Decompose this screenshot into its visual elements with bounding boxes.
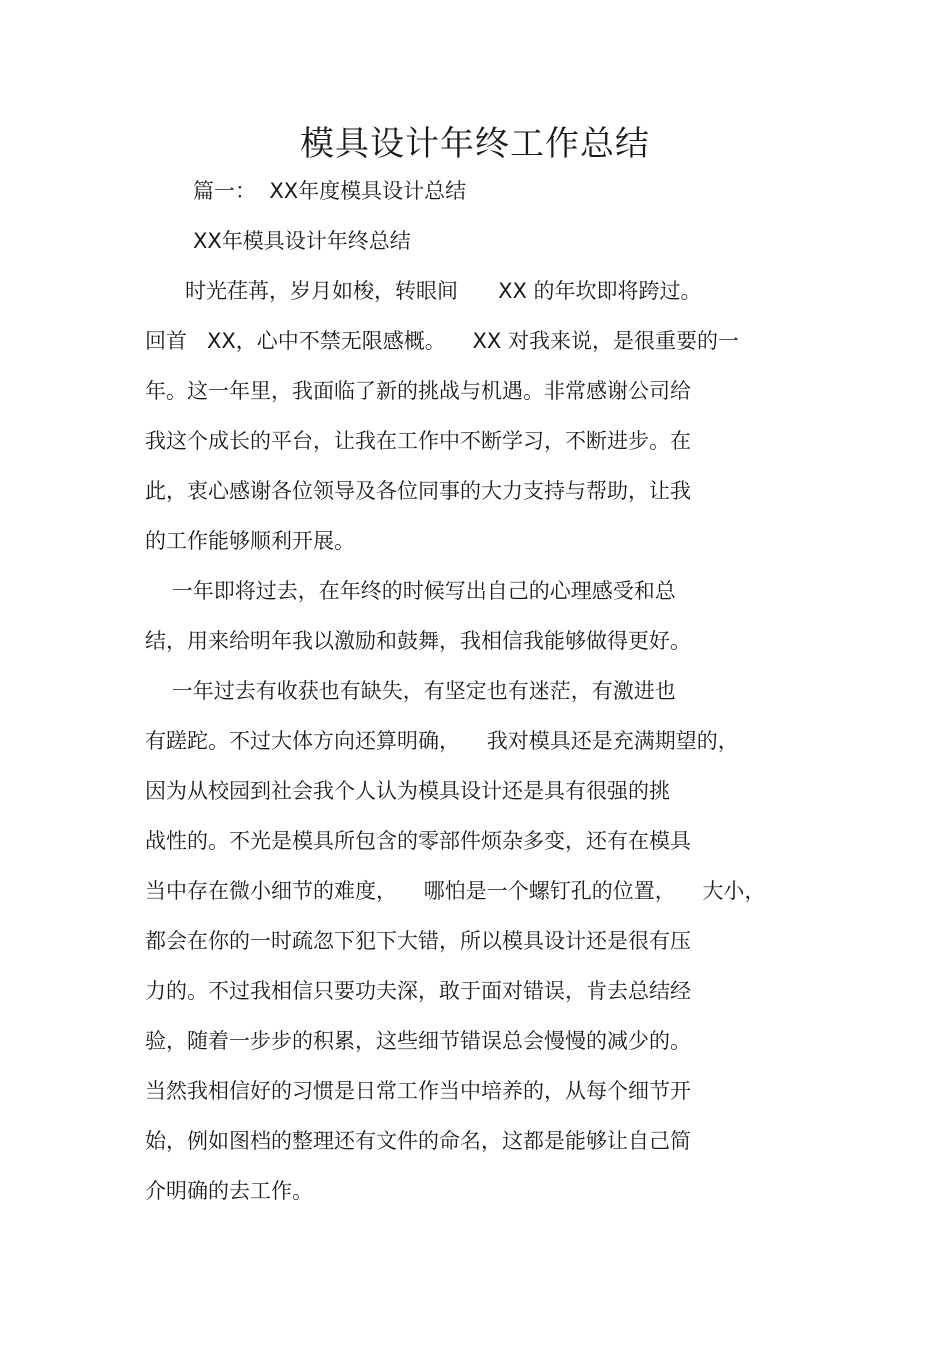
body-line: 有蹉跎。不过大体方向还算明确， 我对模具还是充满期望的，: [145, 729, 739, 753]
body-line: 当然我相信好的习惯是日常工作当中培养的，从每个细节开: [145, 1079, 691, 1103]
document-subtitle: XX年模具设计年终总结: [193, 229, 411, 253]
document-title: 模具设计年终工作总结: [300, 124, 650, 164]
body-line: 回首 XX，心中不禁无限感概。 XX 对我来说，是很重要的一: [145, 329, 739, 353]
body-line: 介明确的去工作。: [145, 1179, 313, 1203]
body-line: 结，用来给明年我以激励和鼓舞，我相信我能够做得更好。: [145, 629, 691, 653]
body-line: 年。这一年里，我面临了新的挑战与机遇。非常感谢公司给: [145, 379, 691, 403]
body-line: 当中存在微小细节的难度， 哪怕是一个螺钉孔的位置， 大小，: [145, 879, 766, 903]
body-line: 时光荏苒，岁月如梭，转眼间 XX 的年坎即将跨过。: [145, 279, 702, 303]
section-heading: 篇一： XX年度模具设计总结: [193, 179, 467, 203]
body-line: 验，随着一步步的积累，这些细节错误总会慢慢的减少的。: [145, 1029, 691, 1053]
body-line: 因为从校园到社会我个人认为模具设计还是具有很强的挑: [145, 779, 670, 803]
body-line: 此，衷心感谢各位领导及各位同事的大力支持与帮助，让我: [145, 479, 691, 503]
body-line: 我这个成长的平台，让我在工作中不断学习，不断进步。在: [145, 429, 691, 453]
body-line: 的工作能够顺利开展。: [145, 529, 355, 553]
body-line: 都会在你的一时疏忽下犯下大错，所以模具设计还是很有压: [145, 929, 691, 953]
body-line: 一年过去有收获也有缺失，有坚定也有迷茫，有激进也: [145, 679, 676, 703]
body-line: 一年即将过去，在年终的时候写出自己的心理感受和总: [145, 579, 676, 603]
body-line: 战性的。不光是模具所包含的零部件烦杂多变，还有在模具: [145, 829, 691, 853]
body-line: 始，例如图档的整理还有文件的命名，这都是能够让自己简: [145, 1129, 691, 1153]
body-line: 力的。不过我相信只要功夫深，敢于面对错误，肯去总结经: [145, 979, 691, 1003]
